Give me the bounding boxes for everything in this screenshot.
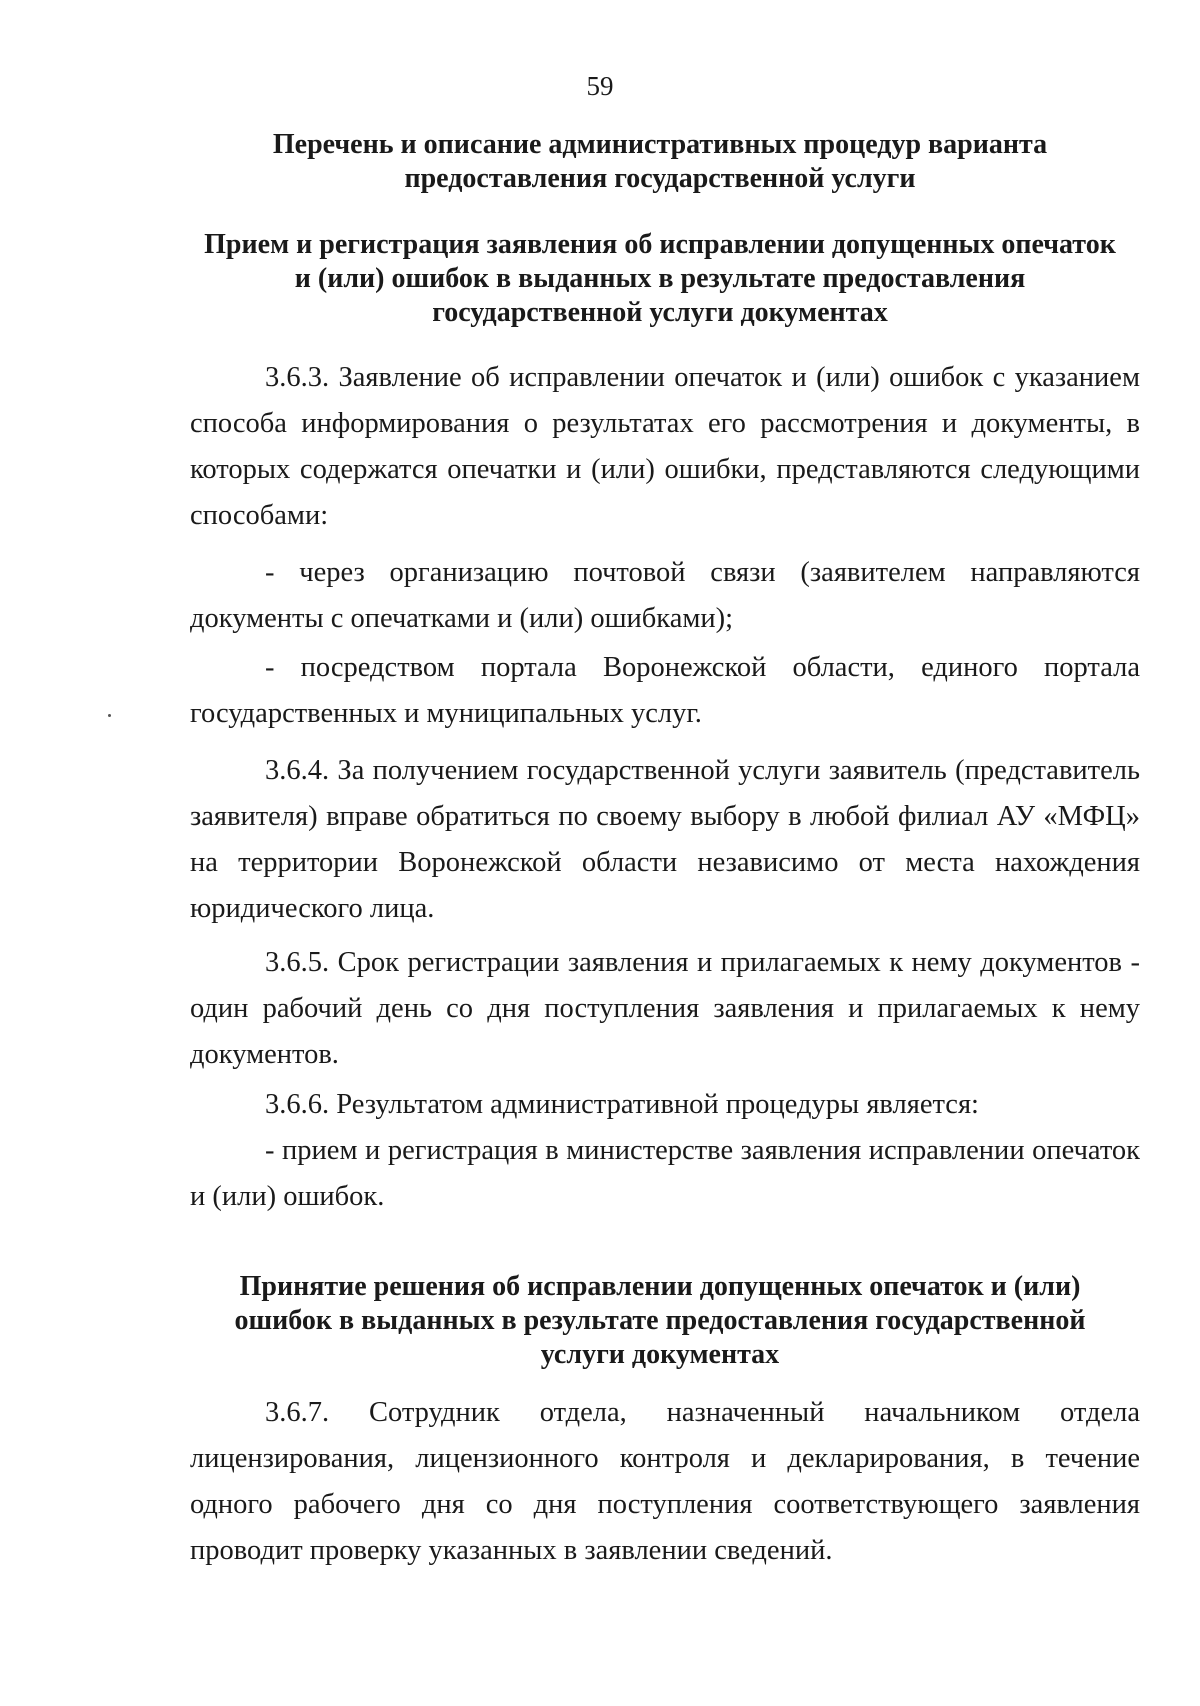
scan-speck (108, 714, 111, 717)
section-heading-reception (180, 228, 1140, 330)
heading-line: государственной услуги документах (432, 297, 888, 328)
heading-line: и (или) ошибок в выданных в результате предоставления (294, 263, 1026, 294)
paragraph-3-6-4: 3.6.4. За получением государственной услуги заявитель (представитель заявителя) вправе обратиться по своему выбору в любой филиал АУ «МФЦ» на территории Воронежской области независимо от места нахождения юридического лица. (190, 755, 1140, 924)
paragraph-3-6-7: 3.6.7. Сотрудник отдела, назначенный начальником отдела лицензирования, лицензионного контроля и декларирования, в течение одного рабочего дня со дня поступления соответствующего заявления проводит проверку указанных в заявлении сведений. (190, 1397, 1140, 1566)
list-item-postal: - через организацию почтовой связи (заявителем направляются документы с опечатками и (или) ошибками); (190, 557, 1140, 634)
heading-line: Принятие решения об исправлении допущенных опечаток и (или) (239, 1271, 1081, 1302)
heading-line: ошибок в выданных в результате предоставления государственной (234, 1305, 1086, 1336)
heading-line: предоставления государственной услуги (404, 163, 916, 194)
paragraph-3-6-5: 3.6.5. Срок регистрации заявления и прилагаемых к нему документов - один рабочий день со дня поступления заявления и прилагаемых к нему документов. (190, 947, 1140, 1070)
paragraph-3-6-3: 3.6.3. Заявление об исправлении опечаток и (или) ошибок с указанием способа информирования о результатах его рассмотрения и документы, в которых содержатся опечатки и (или) ошибки, представляются следующими способами: (190, 362, 1140, 531)
heading-line: услуги документах (540, 1339, 780, 1370)
heading-line: Прием и регистрация заявления об исправлении допущенных опечаток (204, 229, 1116, 260)
section-heading-procedures (180, 128, 1140, 196)
heading-line: Перечень и описание административных процедур варианта (272, 129, 1048, 160)
section-heading-decision (180, 1270, 1140, 1372)
paragraph-3-6-6: 3.6.6. Результатом административной процедуры является: (265, 1089, 979, 1120)
list-item-portal: - посредством портала Воронежской области, единого портала государственных и муниципальных услуг. (190, 652, 1140, 729)
page-number: 59 (586, 71, 614, 101)
list-item-result: - прием и регистрация в министерстве заявления исправлении опечаток и (или) ошибок. (190, 1135, 1140, 1212)
